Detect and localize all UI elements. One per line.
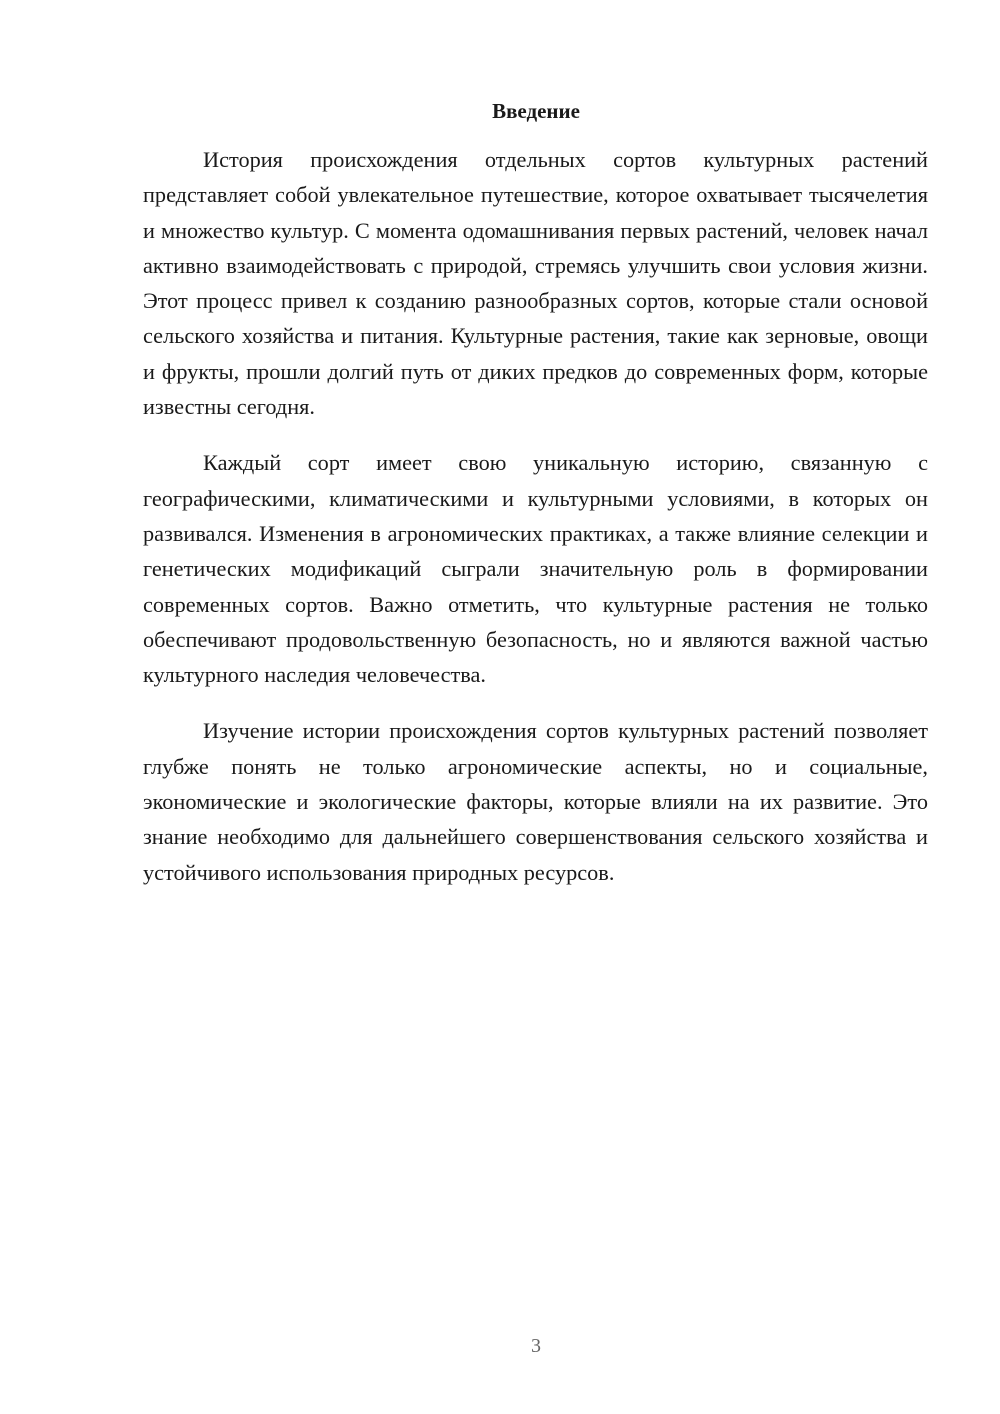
paragraph-2: Каждый сорт имеет свою уникальную историю, связанную с географическими, климатическими и культурными условиями, в которых он развивался. Изменения в агрономических практиках, а также влияние селекции и генетических модификаций сыграли значительную роль в формировании современных сортов. Важно отметить, что культурные растения не только обеспечивают продовольственную безопасность, но и являются важной частью культурного наследия человечества.: [143, 450, 928, 688]
page-number: 3: [531, 1335, 541, 1357]
section-title: Введение: [492, 99, 580, 123]
paragraph-3: Изучение истории происхождения сортов культурных растений позволяет глубже понять не только агрономические аспекты, но и социальные, экономические и экологические факторы, которые влияли на их развитие. Это знание необходимо для дальнейшего совершенствования сельского хозяйства и устойчивого использования природных ресурсов.: [143, 718, 928, 885]
body-text: [143, 142, 928, 890]
paragraph-1: История происхождения отдельных сортов культурных растений представляет собой увлекательное путешествие, которое охватывает тысячелетия и множество культур. С момента одомашнивания первых растений, человек начал активно взаимодействовать с природой, стремясь улучшить свои условия жизни. Этот процесс привел к созданию разнообразных сортов, которые стали основой сельского хозяйства и питания. Культурные растения, такие как зерновые, овощи и фрукты, прошли долгий путь от диких предков до современных форм, которые известны сегодня.: [143, 147, 928, 420]
